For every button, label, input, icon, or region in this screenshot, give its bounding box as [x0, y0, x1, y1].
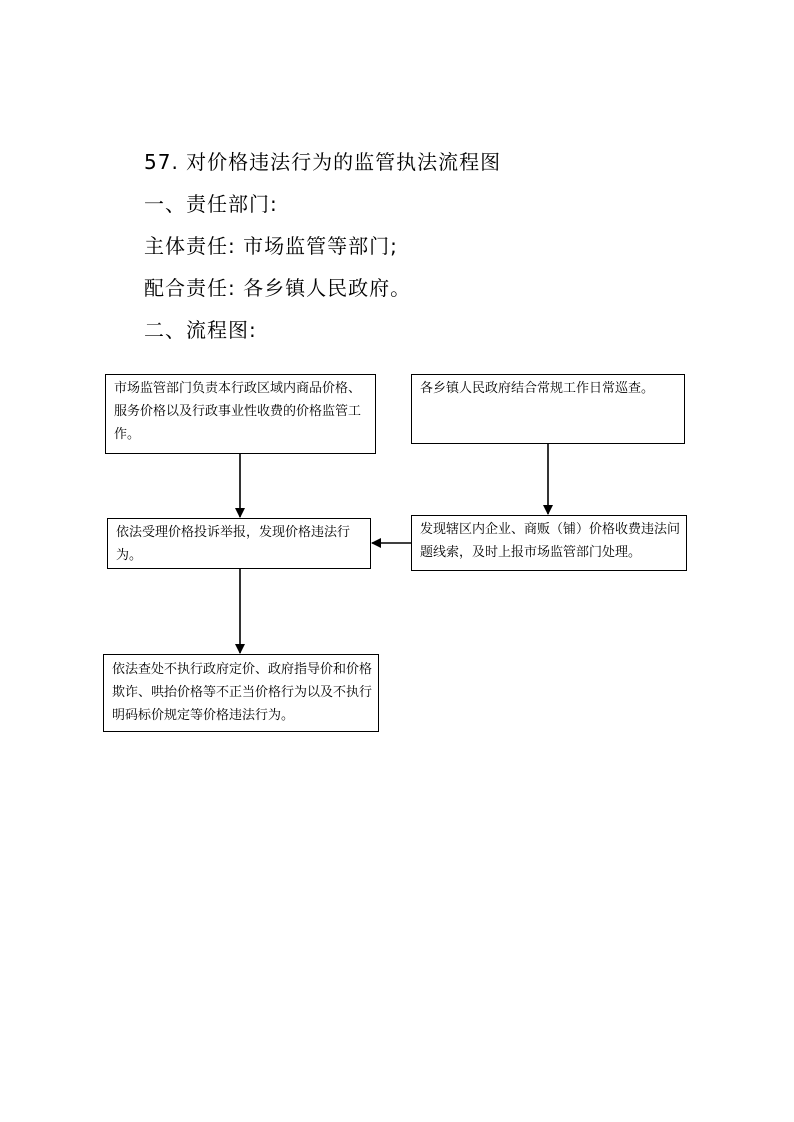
- flow-box-report-clues: 发现辖区内企业、商贩（铺）价格收费违法问题线索，及时上报市场监管部门处理。: [411, 515, 687, 571]
- main-responsibility-text: 主体责任: 市场监管等部门;: [144, 234, 398, 258]
- flow-box-investigate-punish: 依法查处不执行政府定价、政府指导价和价格欺诈、哄抬价格等不正当价格行为以及不执行明码标价规定等价格违法行为。: [103, 654, 379, 732]
- section-heading-departments: 一、责任部门:: [144, 192, 278, 216]
- flow-box-market-supervision: 市场监管部门负责本行政区域内商品价格、服务价格以及行政事业性收费的价格监管工作。: [105, 374, 376, 454]
- flow-box-accept-complaints: 依法受理价格投诉举报，发现价格违法行为。: [107, 518, 371, 569]
- assist-responsibility-text: 配合责任: 各乡镇人民政府。: [144, 276, 412, 300]
- flow-box-town-government-patrol: 各乡镇人民政府结合常规工作日常巡查。: [411, 374, 685, 444]
- section-heading-flowchart: 二、流程图:: [144, 318, 257, 342]
- page-title: 57. 对价格违法行为的监管执法流程图: [144, 150, 502, 174]
